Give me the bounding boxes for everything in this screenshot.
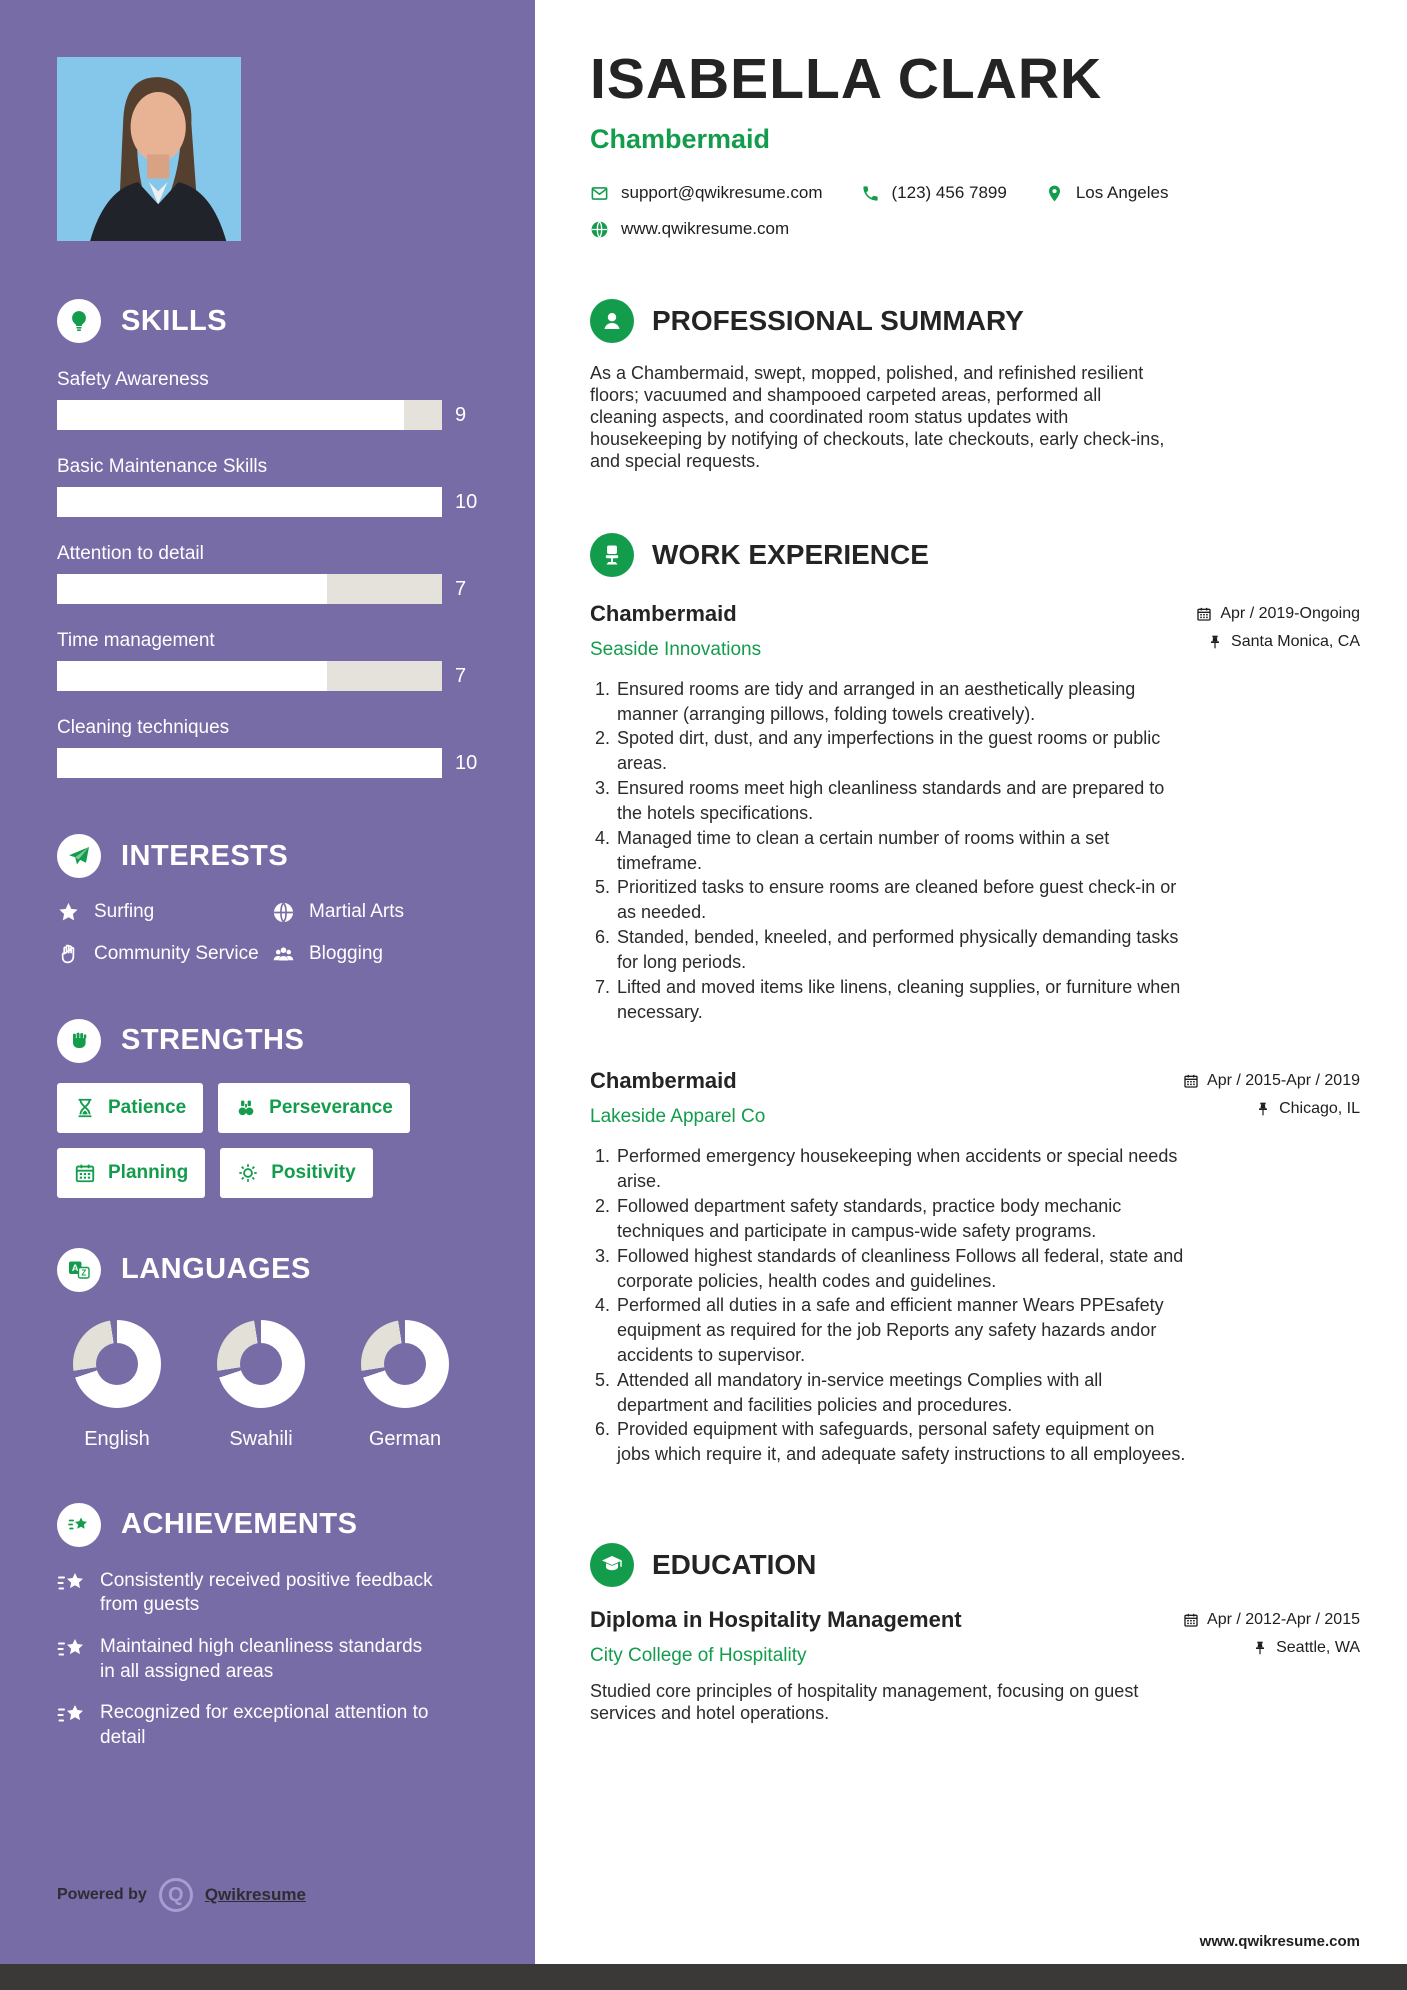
summary-title: PROFESSIONAL SUMMARY — [652, 305, 1024, 336]
sidebar — [0, 0, 535, 1964]
skill-bar — [57, 400, 442, 430]
skill-label: Safety Awareness — [57, 369, 209, 390]
skill-label: Cleaning techniques — [57, 717, 230, 738]
people-icon — [272, 943, 295, 966]
strengths-title: STRENGTHS — [121, 1024, 305, 1057]
interests-title: INTERESTS — [121, 839, 289, 872]
skill-row — [57, 456, 493, 517]
education-entry — [590, 1607, 1360, 1725]
hand-icon — [57, 943, 80, 966]
bullet: 7. Lifted and moved items like linens, cleaning supplies, or furniture when necessary. — [615, 975, 1190, 1025]
skill-label: Time management — [57, 630, 215, 651]
bullet: 5. Prioritized tasks to ensure rooms are cleaned before guest check-in or as needed. — [615, 875, 1190, 925]
language-donut-chart — [73, 1320, 161, 1408]
skill-value: 10 — [455, 490, 478, 513]
job-role: Chambermaid — [590, 600, 737, 626]
interests-section — [57, 834, 493, 967]
bullet: 4. Performed all duties in a safe and efficient manner Wears PPEsafety equipment as required for the job Reports any safety hazards andor accidents to supervisor. — [615, 1293, 1190, 1367]
language-item — [217, 1320, 305, 1451]
education-school: City College of Hospitality — [590, 1645, 807, 1667]
binoculars-icon — [235, 1097, 257, 1119]
bullet: 4. Managed time to clean a certain number of rooms within a set timeframe. — [615, 826, 1190, 876]
contact-row — [590, 183, 1360, 203]
strength-label: Planning — [108, 1161, 189, 1183]
strength-badge — [220, 1148, 372, 1198]
interest-label: Martial Arts — [309, 901, 405, 922]
interest-item — [57, 900, 272, 924]
star-badge-icon — [57, 1571, 87, 1597]
strength-badge — [57, 1148, 205, 1198]
skill-row — [57, 369, 493, 430]
achievements-title: ACHIEVEMENTS — [121, 1508, 358, 1541]
skill-bar — [57, 661, 442, 691]
person-icon — [590, 299, 634, 343]
lightbulb-icon — [57, 299, 101, 343]
interest-label: Surfing — [94, 901, 155, 922]
bullet: 1. Ensured rooms are tidy and arranged in an aesthetically pleasing manner (arranging pillows, folding towels creatively). — [615, 677, 1190, 727]
skills-section — [57, 299, 493, 778]
qwikresume-logo: Q — [159, 1878, 193, 1912]
office-chair-icon — [590, 533, 634, 577]
interest-label: Blogging — [309, 943, 383, 965]
skill-row — [57, 717, 493, 778]
job-location: Santa Monica, CA — [1231, 632, 1360, 650]
pushpin-icon — [1252, 1640, 1268, 1656]
strength-label: Perseverance — [269, 1096, 393, 1118]
languages-title: LANGUAGES — [121, 1253, 311, 1286]
language-donut-chart — [217, 1320, 305, 1408]
email-icon — [590, 184, 609, 203]
skill-label: Basic Maintenance Skills — [57, 456, 268, 477]
language-donut-chart — [361, 1320, 449, 1408]
calendar-icon — [74, 1162, 96, 1184]
star-badge-icon — [57, 1703, 87, 1729]
globe-icon — [272, 901, 295, 924]
calendar-icon — [1196, 606, 1212, 622]
languages-section — [57, 1248, 493, 1451]
calendar-icon — [1183, 1612, 1199, 1628]
pushpin-icon — [1207, 634, 1223, 650]
svg-text:Z: Z — [81, 1268, 87, 1278]
job-role: Chambermaid — [590, 1068, 737, 1094]
candidate-title: Chambermaid — [590, 124, 771, 154]
strength-badge — [218, 1083, 410, 1133]
fist-icon — [57, 1019, 101, 1063]
job-dates: Apr / 2019-Ongoing — [1220, 604, 1360, 622]
skill-value: 7 — [455, 577, 467, 600]
hourglass-icon — [74, 1097, 96, 1119]
bullet: 3. Followed highest standards of cleanliness Follows all federal, state and corporate policies, health codes and guidelines. — [615, 1244, 1190, 1294]
bullet: 2. Spoted dirt, dust, and any imperfections in the guest rooms or public areas. — [615, 726, 1190, 776]
bullet: 6. Provided equipment with safeguards, personal safety equipment on jobs which require it, and adequate safety instructions to all employees. — [615, 1417, 1190, 1467]
footer-url: www.qwikresume.com — [1199, 1933, 1360, 1950]
profile-photo — [57, 57, 241, 241]
interest-item — [272, 942, 493, 966]
job-entry — [590, 1068, 1360, 1467]
qwikresume-link[interactable]: Qwikresume — [204, 1885, 306, 1904]
experience-section — [590, 533, 1360, 1467]
page-bottom-strip — [0, 1964, 1407, 1990]
education-degree: Diploma in Hospitality Management — [590, 1607, 962, 1633]
skill-value: 9 — [455, 403, 467, 426]
star-badge-icon — [57, 1637, 87, 1663]
strength-label: Positivity — [271, 1161, 356, 1183]
achievements-section — [57, 1503, 493, 1751]
sun-icon — [237, 1162, 259, 1184]
achievement-text: Consistently received positive feedback from guests — [100, 1569, 433, 1616]
strengths-section — [57, 1019, 493, 1198]
achievement-text: Maintained high cleanliness standards in all assigned areas — [100, 1636, 423, 1682]
skill-row — [57, 630, 493, 691]
achievement-item — [57, 1569, 442, 1618]
skills-title: SKILLS — [121, 304, 228, 337]
shooting-star-icon — [57, 1503, 101, 1547]
powered-by-label: Powered by — [57, 1886, 147, 1903]
language-label: Swahili — [229, 1427, 293, 1450]
job-bullets — [590, 677, 1190, 1025]
strength-badge — [57, 1083, 203, 1133]
svg-text:A: A — [71, 1262, 79, 1274]
translate-icon — [57, 1248, 101, 1292]
skill-bar — [57, 574, 442, 604]
phone-text: (123) 456 7899 — [891, 183, 1007, 202]
education-location: Seattle, WA — [1276, 1639, 1360, 1657]
language-item — [73, 1320, 161, 1451]
skill-row — [57, 543, 493, 604]
paper-plane-icon — [57, 834, 101, 878]
job-dates: Apr / 2015-Apr / 2019 — [1207, 1072, 1360, 1090]
job-location: Chicago, IL — [1279, 1100, 1360, 1118]
skill-bar — [57, 487, 442, 517]
main-content — [535, 0, 1407, 1964]
website-text[interactable]: www.qwikresume.com — [621, 219, 790, 238]
contact-row — [590, 219, 1360, 239]
skill-label: Attention to detail — [57, 543, 204, 564]
interest-item — [272, 900, 493, 924]
achievement-item — [57, 1635, 442, 1684]
interest-label: Community Service — [94, 943, 259, 965]
education-section — [590, 1543, 1360, 1725]
job-bullets — [590, 1144, 1190, 1467]
skill-value: 7 — [455, 664, 467, 687]
star-icon — [57, 901, 80, 924]
bullet: 1. Performed emergency housekeeping when accidents or special needs arise. — [615, 1144, 1190, 1194]
location-text: Los Angeles — [1075, 183, 1169, 202]
interest-item — [57, 942, 272, 966]
achievement-text: Recognized for exceptional attention to detail — [100, 1702, 429, 1749]
job-company: Lakeside Apparel Co — [590, 1106, 766, 1128]
pushpin-icon — [1255, 1101, 1271, 1117]
language-label: German — [368, 1427, 442, 1450]
avatar — [57, 57, 241, 241]
graduate-icon — [590, 1543, 634, 1587]
education-description: Studied core principles of hospitality management, focusing on guest services and hotel operations. — [590, 1681, 1139, 1724]
skill-value: 10 — [455, 751, 478, 774]
education-dates: Apr / 2012-Apr / 2015 — [1207, 1611, 1360, 1629]
calendar-icon — [1183, 1073, 1199, 1089]
job-entry — [590, 601, 1360, 1025]
website-globe-icon — [590, 220, 609, 239]
email-text[interactable]: support@qwikresume.com — [621, 183, 823, 202]
language-label: English — [84, 1427, 150, 1450]
education-title: EDUCATION — [652, 1549, 817, 1581]
bullet: 3. Ensured rooms meet high cleanliness standards and are prepared to the hotels specifications. — [615, 776, 1190, 826]
candidate-name: ISABELLA CLARK — [590, 47, 1103, 111]
summary-section — [590, 299, 1360, 473]
job-company: Seaside Innovations — [590, 638, 762, 660]
location-pin-icon — [1045, 184, 1064, 203]
experience-title: WORK EXPERIENCE — [652, 538, 929, 570]
bullet: 5. Attended all mandatory in-service meetings Complies with all department and facilities policies and procedures. — [615, 1368, 1190, 1418]
powered-by-footer — [57, 1878, 306, 1912]
achievement-item — [57, 1701, 442, 1750]
phone-icon — [861, 184, 880, 203]
summary-text: As a Chambermaid, swept, mopped, polished, and refinished resilient floors; vacuumed and shampooed carpeted areas, performed all cleaning aspects, and coordinated room status updates with housekeeping by notifying of checkouts, late checkouts, early check-ins, and special requests. — [590, 363, 1165, 471]
language-item — [361, 1320, 449, 1451]
skill-bar — [57, 748, 442, 778]
strength-label: Patience — [108, 1096, 187, 1118]
bullet: 2. Followed department safety standards, practice body mechanic techniques and participate in campus-wide safety programs. — [615, 1194, 1190, 1244]
bullet: 6. Standed, bended, kneeled, and performed physically demanding tasks for long periods. — [615, 925, 1190, 975]
